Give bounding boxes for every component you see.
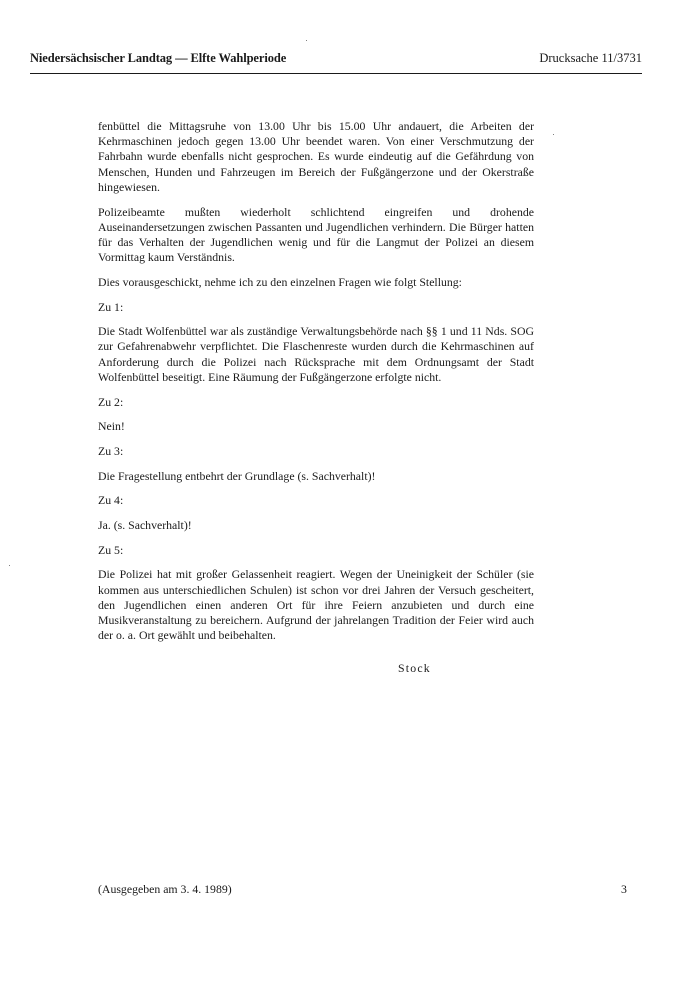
answer-3-text: Die Fragestellung entbehrt der Grundlage (s. Sachverhalt)!: [98, 468, 376, 483]
document-body: [98, 119, 534, 653]
scan-speck: [553, 134, 554, 135]
answer-2-heading: Zu 2:: [98, 394, 124, 409]
scan-speck: [9, 565, 10, 566]
answer-5-text: Die Polizei hat mit großer Gelassenheit reagiert. Wegen der Uneinigkeit der Schüler (sie kommen aus unterschiedlichen Schulen) ist schon vor drei Jahren der Versuch gescheitert, den Jugendlichen einen anderen Ort für ihre Feiern anzubieten und durch eine Musikveranstaltung zu bereichern. Aufgrund der jahrelangen Tradition der Feier wird auch der o. a. Ort gewählt und beibehalten.: [98, 567, 534, 643]
answer-1-text: Die Stadt Wolfenbüttel war als zuständige Verwaltungsbehörde nach §§ 1 und 11 Nds. SOG zur Gefahrenabwehr verpflichtet. Die Flaschenreste wurden durch die Kehrmaschinen auf Anforderung durch die Polizei nach Rücksprache mit dem Ordnungsamt der Stadt Wolfenbüttel beseitigt. Eine Räumung der Fußgängerzone erfolgte nicht.: [98, 324, 534, 384]
header-rule: [30, 73, 642, 74]
answer-1-heading: Zu 1:: [98, 299, 124, 314]
paragraph-continuation: fenbüttel die Mittagsruhe von 13.00 Uhr bis 15.00 Uhr andauert, die Arbeiten der Kehrmaschinen jedoch gegen 13.00 Uhr beendet waren. Von einer Verschmutzung der Fahrbahn wurde ebenfalls nicht gesprochen. Es wurde eindeutig auf die Gefährdung von Menschen, Hunden und Fahrzeugen im Bereich der Fußgängerzone und der Okerstraße hingewiesen.: [98, 119, 534, 194]
answer-4-heading: Zu 4:: [98, 493, 124, 508]
answer-4-text: Ja. (s. Sachverhalt)!: [98, 518, 192, 533]
signature: Stock: [398, 661, 431, 675]
issue-date: (Ausgegeben am 3. 4. 1989): [98, 882, 232, 896]
scan-speck: [306, 40, 307, 41]
paragraph-police: Polizeibeamte mußten wiederholt schlichtend eingreifen und drohende Auseinandersetzungen zwischen Passanten und Jugendlichen verhindern. Die Bürger hatten für das Verhalten der Jugendlichen wenig und für die Langmut der Polizei an diesem Vormittag kaum Verständnis.: [98, 204, 534, 265]
answer-5-heading: Zu 5:: [98, 542, 124, 557]
answer-3-heading: Zu 3:: [98, 443, 124, 458]
document-number: Drucksache 11/3731: [539, 51, 642, 65]
document-series-title: Niedersächsischer Landtag — Elfte Wahlperiode: [30, 51, 287, 65]
paragraph-intro: Dies vorausgeschickt, nehme ich zu den einzelnen Fragen wie folgt Stellung:: [98, 274, 462, 289]
answer-2-text: Nein!: [98, 419, 125, 434]
page-number: 3: [621, 882, 627, 896]
